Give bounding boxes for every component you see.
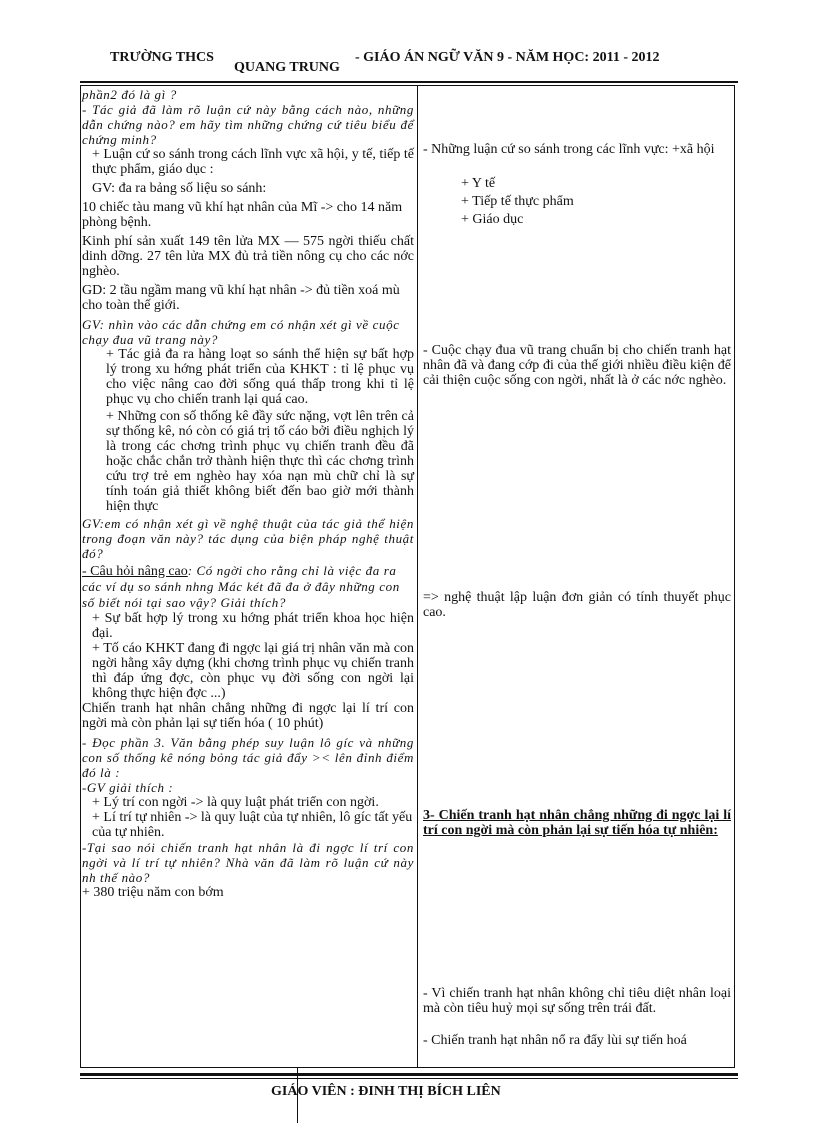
left-text-3: GV: đa ra bảng số liệu so sánh: — [92, 181, 267, 196]
footer-rule-thick — [80, 1073, 738, 1076]
right-text-4: - Cuộc chạy đua vũ trang chuẩn bị cho chiến tranh hạt nhân đã và đang cớp đi của thế giới nhiều điều kiện để cải thiện cuộc sống con ngời, nhất là ở các nớc nghèo. — [423, 343, 731, 388]
advanced-question-label: - Câu hỏi nâng cao — [82, 564, 188, 579]
advanced-question-text: : Có ngời cho rằng chỉ là việc đa ra các ví dụ so sánh nhng Mác két đã đa ở đây những con số biết nói tại sao vậy? Giải thích? — [82, 563, 400, 610]
header-info: - GIÁO ÁN NGỮ VĂN 9 - NĂM HỌC: 2011 - 2012 — [355, 50, 660, 65]
school-label: TRƯỜNG THCS — [110, 50, 214, 65]
school-name: QUANG TRUNG — [234, 60, 340, 75]
left-text-9: + Những con số thống kê đầy sức nặng, vợt lên trên cả sự thống kê, nó còn có giá trị tố cáo bởi điều nghịch lý là trong các chơng trình phục vụ chiến tranh đều đã hoặc chắc chắn trở thành hiện thực thì các chơng trình cứu trợ trẻ em nghèo hay xóa nạn mù chữ chỉ là sự tính toán giả thiết không biết đến bao giờ mới thành hiện thực — [106, 409, 414, 514]
left-text-21: + 380 triệu năm con bớm — [82, 885, 224, 900]
left-text-19: + Lí trí tự nhiên -> là quy luật của tự nhiên, lô gíc tất yếu của tự nhiên. — [92, 810, 413, 840]
page-header — [110, 46, 710, 76]
left-text-17: -GV giải thích : — [82, 780, 174, 795]
right-text-7: - Vì chiến tranh hạt nhân không chỉ tiêu diệt nhân loại mà còn tiêu huỷ mọi sự sống trên trái đất. — [423, 986, 731, 1016]
left-text-7: GV: nhìn vào các dẫn chứng em có nhận xét gì về cuộc chạy đua vũ trang này? — [82, 317, 400, 347]
right-text-3: + Giáo dục — [461, 212, 524, 227]
right-text-1: + Y tế — [461, 176, 496, 191]
left-text-14: + Tố cáo KHKT đang đi ngợc lại giá trị nhân văn mà con ngời hằng xây dựng (khi chơng trình phục vụ chiến tranh thì đáp ứng đợc, còn phục vụ đời sống con ngời lại không thực hiện đợc ...) — [92, 641, 414, 701]
left-text-5: Kinh phí sản xuất 149 tên lửa MX — 575 ngời thiếu chất dinh dỡng. 27 tên lửa MX đủ trả tiền nông cụ cho các nớc nghèo. — [82, 234, 414, 279]
left-text-18: + Lý trí con ngời -> là quy luật phát triển con ngời. — [92, 795, 379, 810]
left-text-11 — [82, 563, 414, 611]
left-text-2: + Luận cứ so sánh trong cách lĩnh vực xã hội, y tế, tiếp tế thực phẩm, giáo dục : — [92, 147, 414, 177]
header-rule — [80, 81, 738, 83]
left-text-1: - Tác giả đã làm rõ luận cứ này bằng cách nào, những dẫn chứng nào? em hãy tìm những chứng cứ tiêu biểu để chứng minh? — [82, 102, 414, 147]
column-divider — [417, 85, 418, 1068]
right-text-6: 3- Chiến tranh hạt nhân chẳng những đi ngợc lại lí trí con ngời mà còn phản lại sự tiến hóa tự nhiên: — [423, 808, 731, 838]
left-text-15: Chiến tranh hạt nhân chẳng những đi ngợc lại lí trí con ngời mà còn phản lại sự tiến hóa ( 10 phút) — [82, 701, 414, 731]
left-text-20: -Tại sao nói chiến tranh hạt nhân là đi ngợc lí trí con ngời và lí trí tự nhiên? Nhà văn đã làm rõ luận cứ này nh thế nào? — [82, 840, 414, 885]
left-text-4: 10 chiếc tàu mang vũ khí hạt nhân của Mĩ -> cho 14 năm phòng bệnh. — [82, 200, 403, 230]
right-text-8: - Chiến tranh hạt nhân nổ ra đẩy lùi sự tiến hoá — [423, 1033, 687, 1048]
left-text-6: GD: 2 tầu ngầm mang vũ khí hạt nhân -> đủ tiền xoá mù cho toàn thế giới. — [82, 283, 400, 313]
left-text-8: + Tác giả đa ra hàng loạt so sánh thể hiện sự bất hợp lý trong xu hớng phát triển của KHKT : tỉ lệ phục vụ cho việc nâng cao đời sống quá thấp trong khi tỉ lệ phục vụ cho chiến tranh lại quá cao. — [106, 347, 414, 407]
footer-rule-thin — [80, 1078, 738, 1079]
left-text-13: + Sự bất hợp lý trong xu hớng phát triển khoa học hiện đại. — [92, 611, 414, 641]
left-text-10: GV:em có nhận xét gì về nghệ thuật của tác giả thể hiện trong đoạn văn này? tác dụng của biện pháp nghệ thuật đó? — [82, 516, 414, 561]
teacher-name: GIÁO VIÊN : ĐINH THỊ BÍCH LIÊN — [271, 1084, 501, 1099]
right-text-0: - Những luận cứ so sánh trong các lĩnh vực: +xã hội — [423, 142, 715, 157]
left-text-0: phần2 đó là gì ? — [82, 87, 177, 102]
right-text-2: + Tiếp tế thực phẩm — [461, 194, 574, 209]
left-text-16: - Đọc phần 3. Văn bằng phép suy luận lô gíc và những con số thống kê nóng bỏng tác giả đẩy >< lên đỉnh điểm đó là : — [82, 735, 414, 780]
left-column — [82, 87, 414, 900]
right-text-5: => nghệ thuật lập luận đơn giản có tính thuyết phục cao. — [423, 590, 731, 620]
